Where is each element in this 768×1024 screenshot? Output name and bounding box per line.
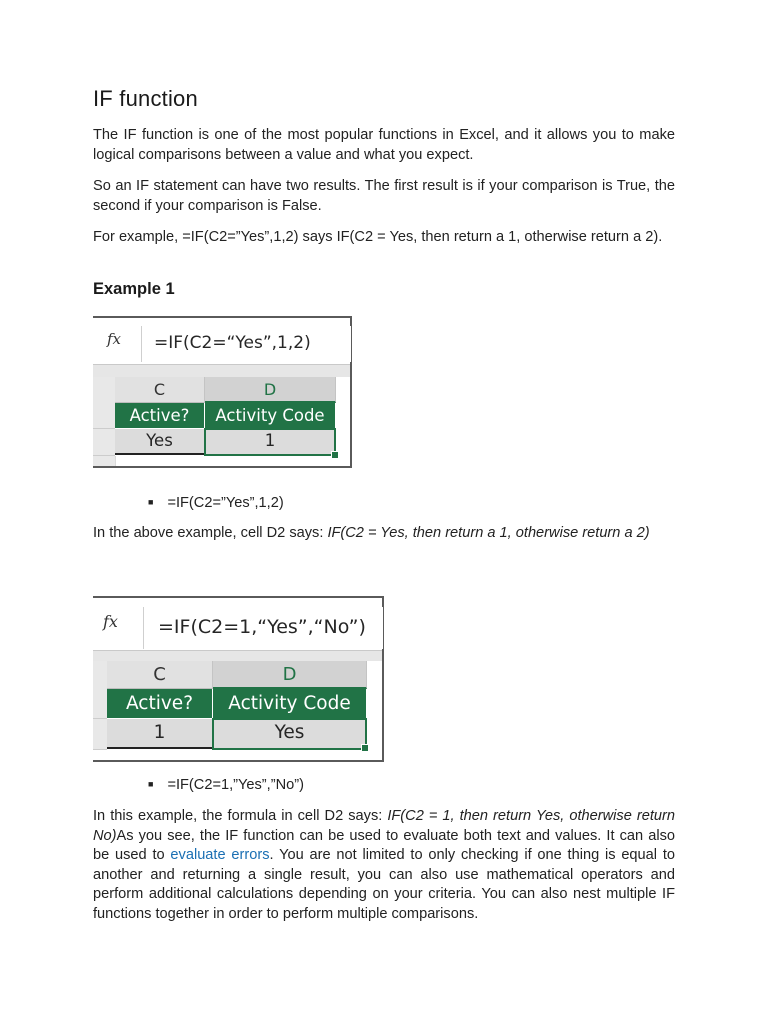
formula-text: =IF(C2=“Yes”,1,2) xyxy=(154,333,311,353)
explain2-lead: In this example, the formula in cell D2 says: xyxy=(93,808,388,824)
bullet-square-icon: ■ xyxy=(148,497,154,507)
fill-handle[interactable] xyxy=(331,451,339,459)
cell-d1[interactable]: Activity Code xyxy=(205,403,335,428)
column-header-d[interactable]: D xyxy=(205,377,336,403)
two-results-paragraph: So an IF statement can have two results. The first result is if your comparison is True, the second if your comparison is False. xyxy=(93,178,675,214)
for-example-paragraph: For example, =IF(C2=”Yes”,1,2) says IF(C2 = Yes, then return a 1, otherwise return a 2). xyxy=(93,229,663,245)
corner-cell xyxy=(93,661,107,690)
explain2-mid: As you see, the IF function can be used to evaluate both text and values. It can also be used to xyxy=(93,827,675,864)
excel-screenshot-1 xyxy=(93,316,352,468)
column-header-c[interactable]: C xyxy=(107,661,213,689)
fx-icon: fx xyxy=(107,330,122,348)
cell-c2[interactable]: 1 xyxy=(107,719,212,749)
explain1-text: In the above example, cell D2 says: xyxy=(93,525,328,541)
corner-cell xyxy=(93,377,115,404)
cell-c1[interactable]: Active? xyxy=(115,403,204,428)
evaluate-errors-link[interactable]: evaluate errors xyxy=(170,847,270,864)
example1-heading: Example 1 xyxy=(93,280,175,298)
cell-c2[interactable]: Yes xyxy=(115,429,204,455)
toolbar-gap xyxy=(93,365,350,377)
fill-handle[interactable] xyxy=(361,744,369,752)
explain1-paragraph xyxy=(93,524,675,544)
bullet-square-icon: ■ xyxy=(148,779,154,789)
row-header-1 xyxy=(93,689,107,719)
fx-icon: fx xyxy=(103,612,118,631)
row-header-2 xyxy=(93,719,107,750)
explain2-paragraph xyxy=(93,807,675,925)
bullet-text: =IF(C2=”Yes”,1,2) xyxy=(167,495,284,511)
excel-screenshot-2 xyxy=(93,596,384,762)
column-header-d[interactable]: D xyxy=(213,661,367,689)
column-header-c[interactable]: C xyxy=(115,377,205,403)
cell-d1[interactable]: Activity Code xyxy=(213,689,366,718)
intro-paragraph: The IF function is one of the most popular functions in Excel, and it allows you to make logical comparisons between a value and what you expect. xyxy=(93,127,675,163)
cell-selection xyxy=(212,718,367,750)
row-header-2 xyxy=(93,429,115,456)
formula-input[interactable] xyxy=(141,326,351,362)
formula-bar xyxy=(93,598,382,651)
explain1-italic: IF(C2 = Yes, then return a 1, otherwise return a 2) xyxy=(327,525,650,541)
row-header-3 xyxy=(93,456,116,466)
page-title: IF function xyxy=(93,86,198,111)
explain2-tail: . You are not limited to only checking if one thing is equal to another and returning a single result, you can also use mathematical operators and perform additional calculations depending on your criteria. You can also nest multiple IF functions together in order to perform multiple comparisons. xyxy=(93,847,675,922)
bullet-text: =IF(C2=1,”Yes”,”No”) xyxy=(167,777,304,793)
cell-d2[interactable]: 1 xyxy=(205,429,335,455)
cell-selection xyxy=(204,428,336,456)
cell-d2[interactable]: Yes xyxy=(213,719,366,749)
bullet-item-2 xyxy=(148,775,304,796)
formula-text: =IF(C2=1,“Yes”,“No”) xyxy=(158,616,366,638)
bullet-item-1 xyxy=(148,493,284,514)
explain2-italic: IF(C2 = 1, then return Yes, otherwise return No) xyxy=(93,808,675,844)
formula-bar xyxy=(93,318,350,365)
cell-c1[interactable]: Active? xyxy=(107,689,212,718)
row-header-1 xyxy=(93,403,115,429)
toolbar-gap xyxy=(93,651,382,661)
formula-input[interactable] xyxy=(143,607,383,649)
